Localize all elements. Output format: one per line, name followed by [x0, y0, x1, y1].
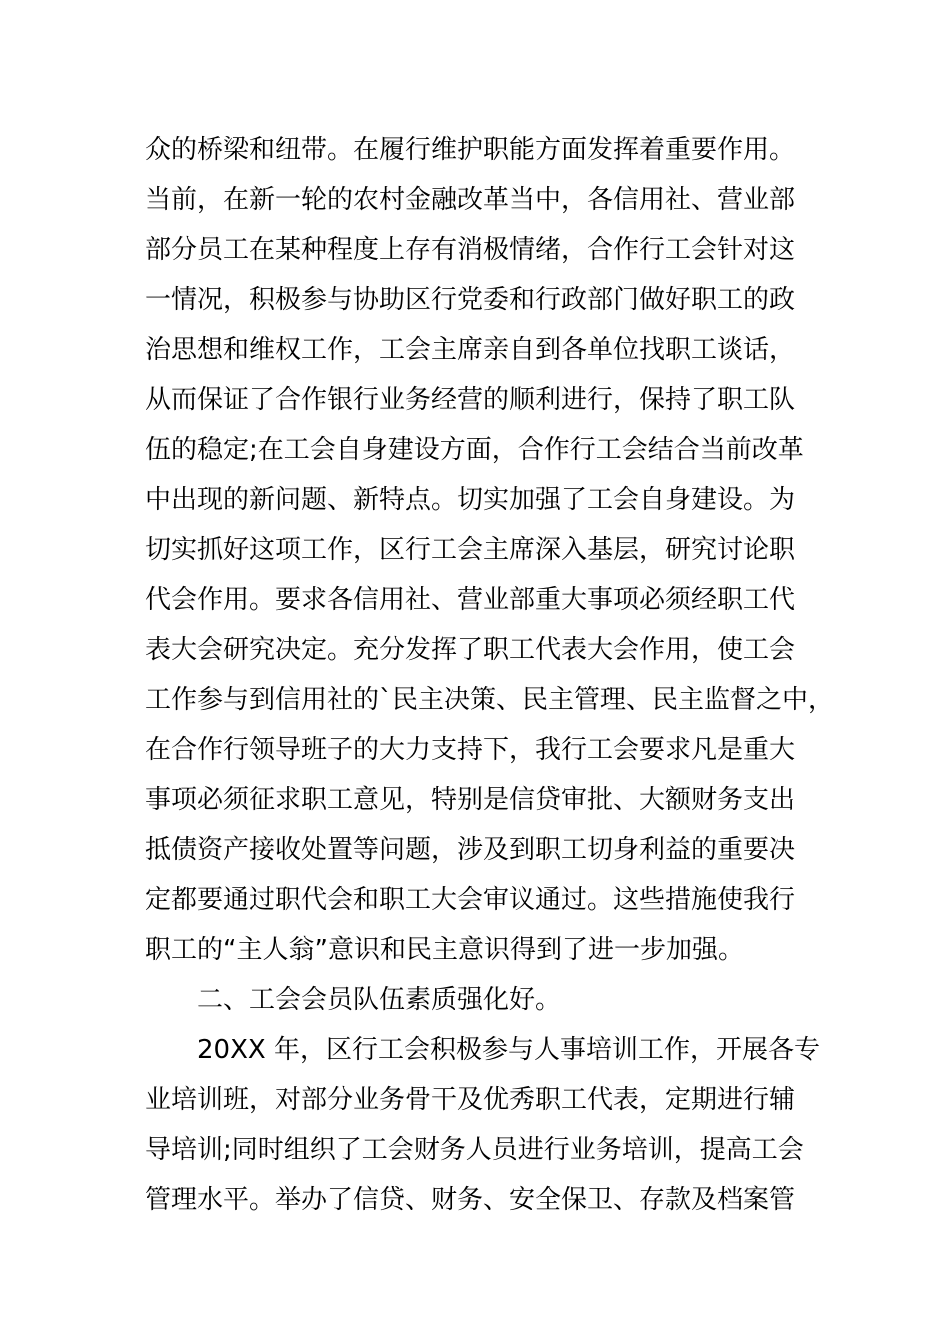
text-line: 伍的稳定;在工会自身建设方面，合作行工会结合当前改革	[145, 435, 804, 465]
text-line: 表大会研究决定。充分发挥了职工代表大会作用，使工会	[145, 635, 796, 665]
text-line: 切实抓好这项工作，区行工会主席深入基层，研究讨论职	[145, 535, 796, 565]
text-line: 从而保证了合作银行业务经营的顺利进行，保持了职工队	[145, 385, 796, 415]
text-line: 在合作行领导班子的大力支持下，我行工会要求凡是重大	[145, 735, 796, 765]
text-line: 部分员工在某种程度上存有消极情绪，合作行工会针对这	[145, 235, 796, 265]
text-line: 抵债资产接收处置等问题，涉及到职工切身利益的重要决	[145, 835, 796, 865]
text-line: 当前，在新一轮的农村金融改革当中，各信用社、营业部	[145, 185, 796, 215]
body-text	[145, 125, 845, 1225]
text-line: 一情况，积极参与协助区行党委和行政部门做好职工的政	[145, 285, 796, 315]
section-heading: 二、工会会员队伍素质强化好。	[197, 985, 562, 1015]
paragraph-start: 20XX 年，区行工会积极参与人事培训工作，开展各专	[197, 1035, 820, 1065]
text-line: 事项必须征求职工意见，特别是信贷审批、大额财务支出	[145, 785, 796, 815]
text-line: 业培训班，对部分业务骨干及优秀职工代表，定期进行辅	[145, 1085, 796, 1115]
text-line: 管理水平。举办了信贷、财务、安全保卫、存款及档案管	[145, 1185, 796, 1215]
text-line: 工作参与到信用社的`民主决策、民主管理、民主监督之中，	[145, 685, 835, 715]
text-line: 代会作用。要求各信用社、营业部重大事项必须经职工代	[145, 585, 796, 615]
text-line: 众的桥梁和纽带。在履行维护职能方面发挥着重要作用。	[145, 135, 796, 165]
text-line: 治思想和维权工作，工会主席亲自到各单位找职工谈话，	[145, 335, 796, 365]
text-line: 导培训;同时组织了工会财务人员进行业务培训，提高工会	[145, 1135, 804, 1165]
text-line: 职工的“主人翁”意识和民主意识得到了进一步加强。	[145, 935, 744, 965]
text-line: 中出现的新问题、新特点。切实加强了工会自身建设。为	[145, 485, 796, 515]
text-line: 定都要通过职代会和职工大会审议通过。这些措施使我行	[145, 885, 796, 915]
